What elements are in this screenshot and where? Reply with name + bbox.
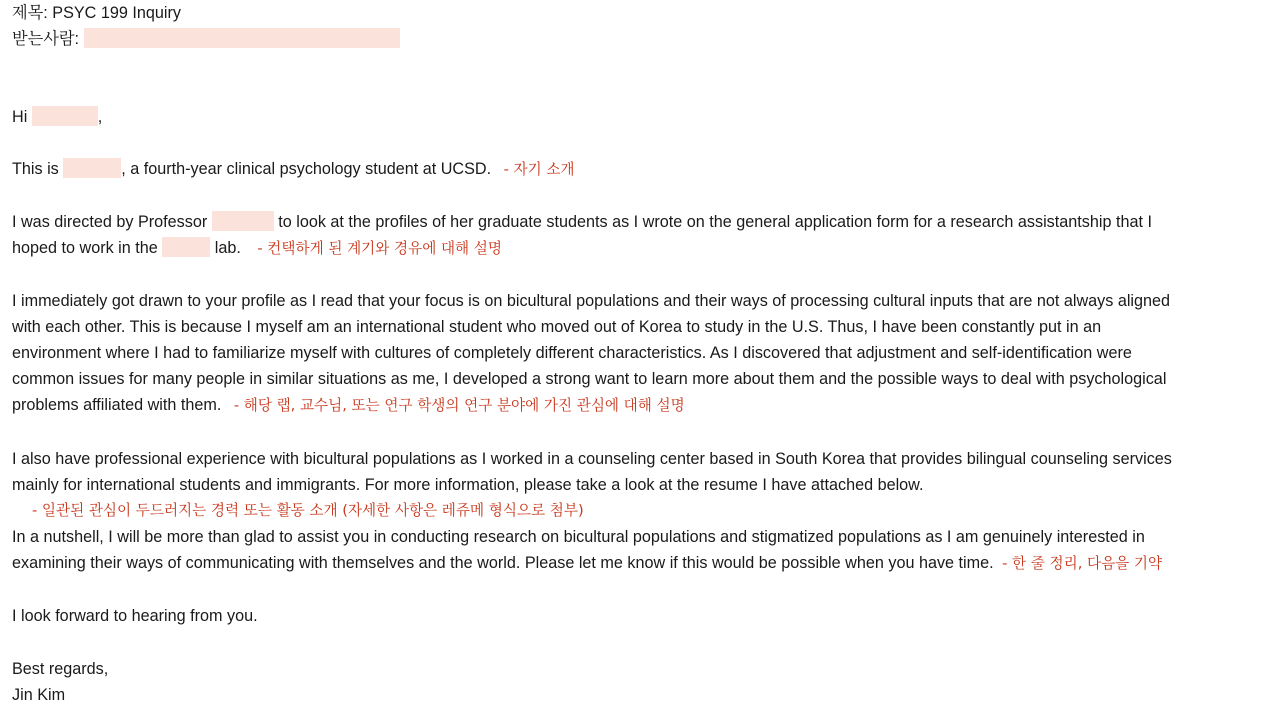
subject-label: 제목: <box>12 4 48 22</box>
signature-line: Jin Kim <box>12 686 66 704</box>
signoff-line: Best regards, <box>12 660 109 678</box>
greeting-punct: , <box>97 108 103 126</box>
greeting-text: Hi <box>12 108 28 126</box>
direction-annotation: - 컨택하게 된 계기와 경유에 대해 설명 <box>257 240 502 257</box>
interest-line-5 <box>12 392 685 419</box>
intro-text-a: This is <box>12 160 59 178</box>
direction-text-a: I was directed by Professor <box>12 213 208 231</box>
direction-line-2 <box>12 235 502 262</box>
interest-line-2: with each other. This is because I myself am an international student who moved out of Korea to study in the U.S. Thus, I have been constantly put in an <box>12 318 1102 336</box>
subject-text: PSYC 199 Inquiry <box>52 4 181 22</box>
experience-line-1: I also have professional experience with bicultural populations as I worked in a counseling center based in South Korea that provides bilingual counseling services <box>12 450 1172 468</box>
experience-annotation: - 일관된 관심이 두드러지는 경력 또는 활동 소개 (자세한 사항은 레쥬메 형식으로 첨부) <box>32 502 584 519</box>
experience-line-2: mainly for international students and immigrants. For more information, please take a look at the resume I have attached below. <box>12 476 924 494</box>
summary-text-end: examining their ways of communicating with themselves and the world. Please let me know if this would be possible when you have time. <box>12 554 994 572</box>
direction-text-b: to look at the profiles of her graduate students as I wrote on the general application form for a research assistantship that I <box>278 213 1152 231</box>
closing-line: I look forward to hearing from you. <box>12 607 258 625</box>
direction-text-c: hoped to work in the <box>12 239 158 257</box>
summary-line-1: In a nutshell, I will be more than glad to assist you in conducting research on bicultural populations and stigmatized populations as I am genuinely interested in <box>12 528 1145 546</box>
direction-line-1 <box>12 209 1152 235</box>
redacted-professor-name <box>212 211 274 231</box>
recipient-label: 받는사람: <box>12 30 80 48</box>
summary-line-2 <box>12 550 1162 577</box>
intro-text-b: , a fourth-year clinical psychology student at UCSD. <box>121 160 492 178</box>
interest-line-1: I immediately got drawn to your profile as I read that your focus is on bicultural populations and their ways of processing cultural inputs that are not always aligned <box>12 292 1171 310</box>
interest-text-end: problems affiliated with them. <box>12 396 222 414</box>
intro-annotation: - 자기 소개 <box>503 161 575 178</box>
interest-line-3: environment where I had to familiarize myself with cultures of completely different characteristics. As I discovered that adjustment and self-identification were <box>12 344 1132 362</box>
experience-annotation-line <box>32 497 584 524</box>
summary-annotation: - 한 줄 정리, 다음을 기약 <box>1002 555 1163 572</box>
direction-text-d: lab. <box>214 239 241 257</box>
interest-annotation: - 해당 랩, 교수님, 또는 연구 학생의 연구 분야에 가진 관심에 대해 설명 <box>233 397 685 414</box>
recipient-line <box>12 26 400 52</box>
redacted-lab-name <box>162 237 210 257</box>
greeting-line <box>12 104 102 130</box>
subject-line <box>12 0 181 26</box>
intro-paragraph <box>12 156 575 183</box>
redacted-sender-name <box>63 158 121 178</box>
interest-line-4: common issues for many people in similar situations as me, I developed a strong want to learn more about them and the possible ways to deal with psychological <box>12 370 1167 388</box>
redacted-recipient <box>84 28 400 48</box>
redacted-name <box>32 106 98 126</box>
